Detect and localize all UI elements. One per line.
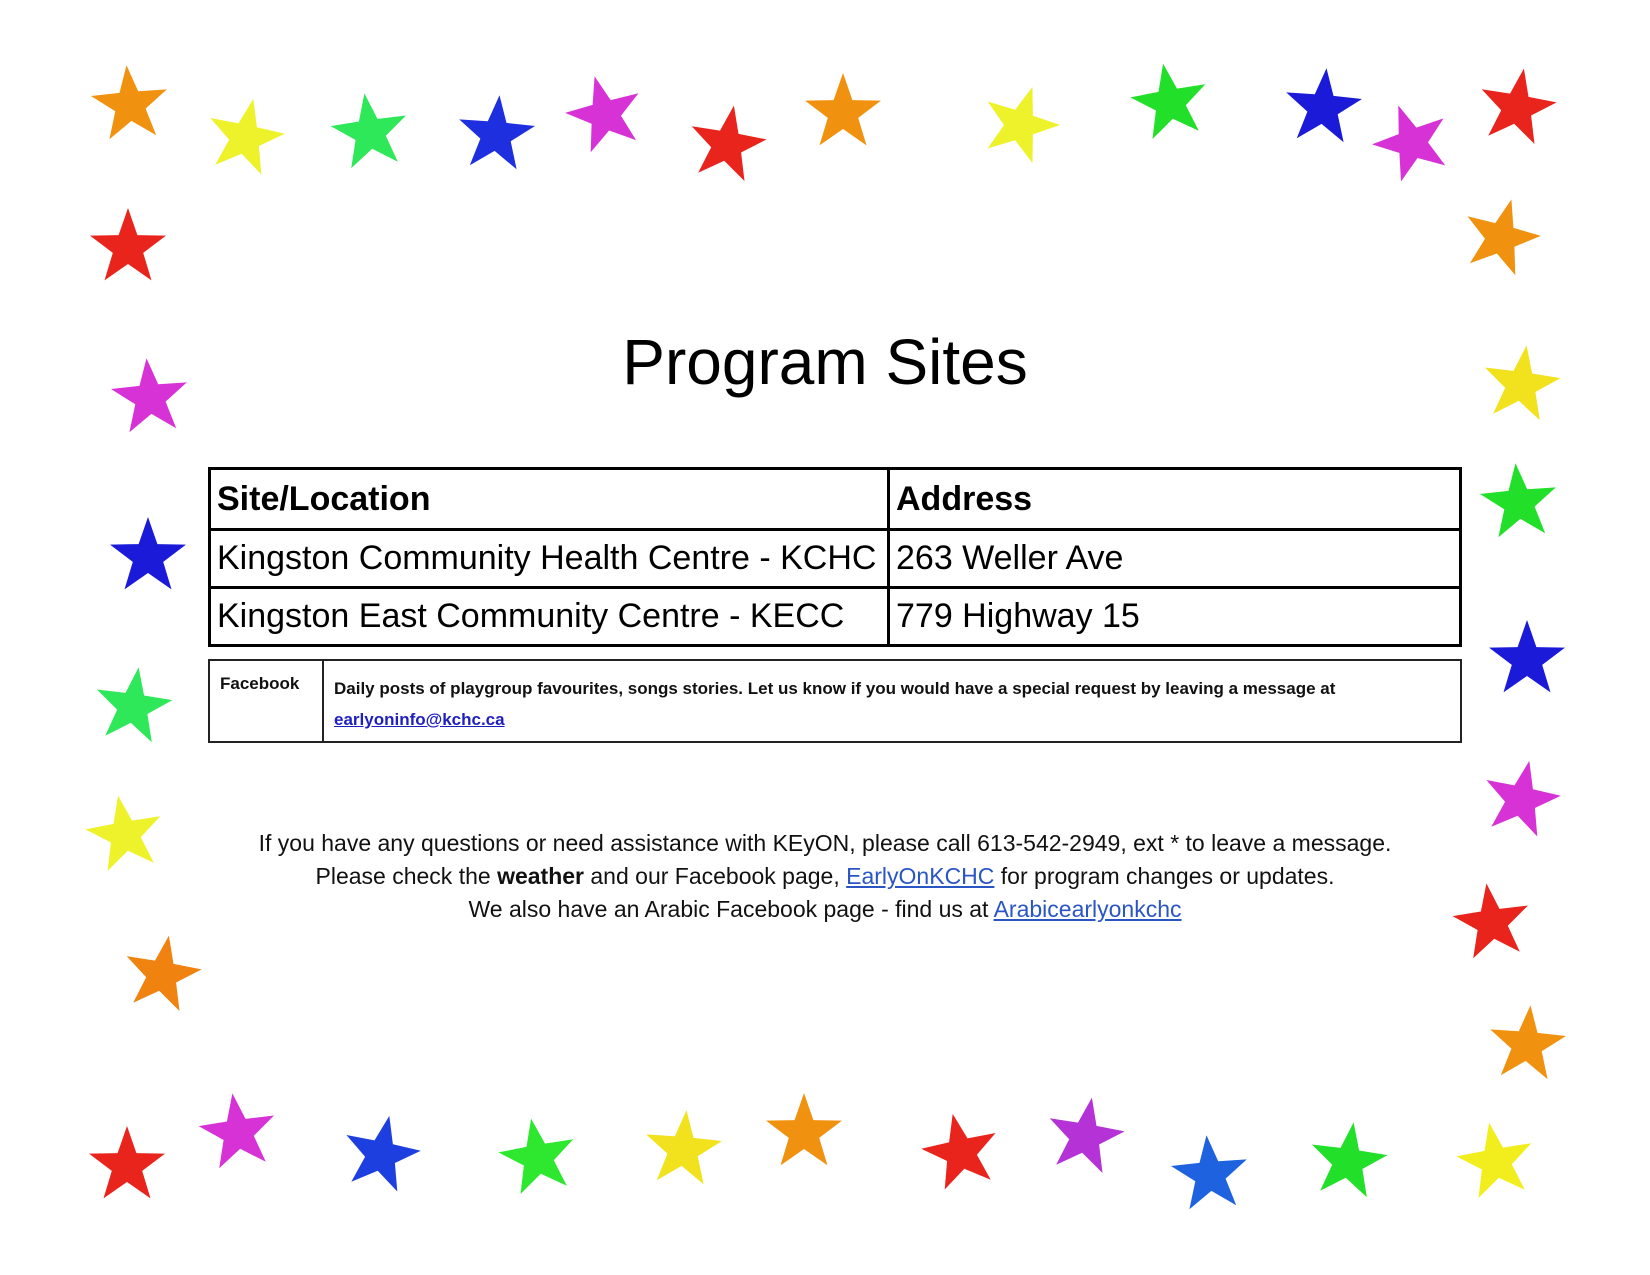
facebook-row	[209, 660, 1461, 742]
page-title: Program Sites	[622, 326, 1028, 398]
info-text: Please check the	[315, 863, 498, 889]
star-icon	[97, 667, 172, 742]
arabic-facebook-link[interactable]: Arabicearlyonkchc	[993, 896, 1182, 922]
star-icon	[498, 1119, 573, 1194]
info-text: We also have an Arabic Facebook page - find us at	[468, 896, 994, 922]
star-icon	[565, 76, 638, 152]
star-icon	[1468, 199, 1541, 275]
facebook-description	[323, 660, 1461, 742]
star-icon	[210, 99, 284, 175]
star-icon	[90, 208, 166, 280]
info-text: and our Facebook page,	[584, 863, 847, 889]
star-icon	[1372, 105, 1445, 181]
star-icon	[646, 1110, 722, 1184]
info-line-1: If you have any questions or need assistance with KEyON, please call 613-542-2949, ext * to leave a message.	[258, 830, 1392, 856]
site-address: 779 Highway 15	[889, 588, 1461, 646]
facebook-info-table	[208, 659, 1462, 743]
header-address: Address	[889, 469, 1461, 530]
star-icon	[692, 106, 767, 181]
header-site-location: Site/Location	[210, 469, 889, 530]
star-icon	[805, 73, 881, 145]
star-icon	[1312, 1122, 1387, 1197]
star-icon	[346, 1116, 420, 1192]
star-icon	[91, 65, 167, 139]
contact-info	[0, 827, 1650, 926]
star-icon	[89, 1126, 165, 1198]
email-link[interactable]: earlyoninfo@kchc.ca	[334, 710, 505, 729]
star-icon	[331, 93, 406, 168]
site-name: Kingston Community Health Centre - KCHC	[210, 530, 889, 588]
facebook-label: Facebook	[209, 660, 323, 742]
star-icon	[988, 87, 1060, 163]
table-row	[210, 530, 1461, 588]
program-sites-table	[208, 467, 1462, 647]
site-address: 263 Weller Ave	[889, 530, 1461, 588]
star-icon	[1489, 620, 1565, 692]
star-icon	[127, 936, 202, 1011]
star-icon	[1482, 69, 1557, 144]
star-icon	[921, 1114, 995, 1190]
star-icon	[1490, 1005, 1566, 1079]
star-icon	[459, 95, 535, 169]
star-icon	[1286, 68, 1362, 142]
site-name: Kingston East Community Centre - KECC	[210, 588, 889, 646]
table-header-row	[210, 469, 1461, 530]
star-icon	[1050, 1098, 1125, 1173]
facebook-text: Daily posts of playgroup favourites, songs stories. Let us know if you would have a special request by leaving a message at	[334, 679, 1336, 698]
weather-text: weather	[497, 863, 584, 889]
star-icon	[199, 1093, 274, 1168]
star-icon	[110, 517, 186, 589]
star-icon	[1456, 1123, 1531, 1198]
table-row	[210, 588, 1461, 646]
info-line-3	[0, 893, 1650, 926]
star-icon	[1171, 1135, 1247, 1209]
star-icon	[766, 1093, 842, 1165]
info-line-2	[0, 860, 1650, 893]
info-text: for program changes or updates.	[994, 863, 1335, 889]
facebook-page-link[interactable]: EarlyOnKCHC	[846, 863, 995, 889]
star-icon	[1486, 761, 1560, 837]
star-icon	[1480, 463, 1556, 537]
star-icon	[1130, 64, 1205, 139]
